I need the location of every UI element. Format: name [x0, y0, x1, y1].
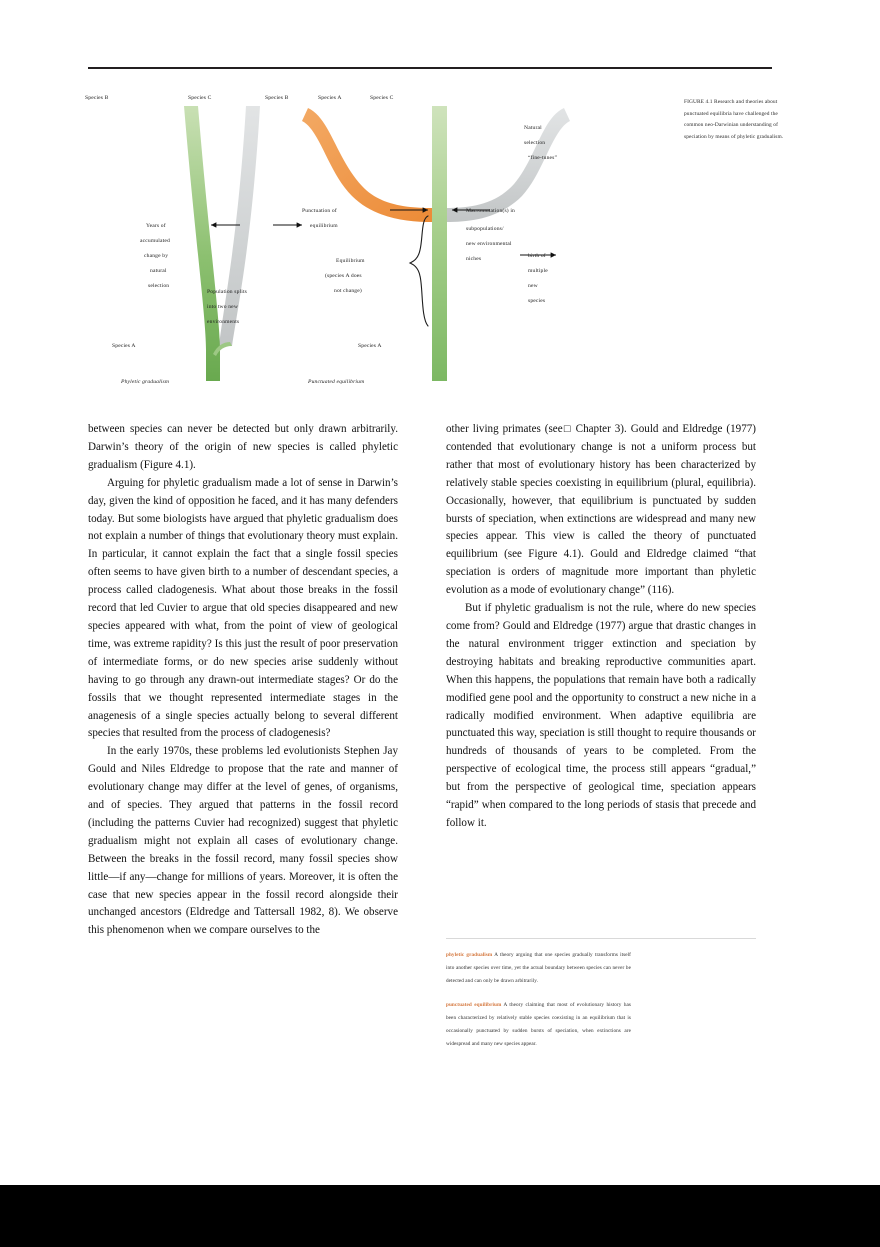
bottom-black-band: [0, 1185, 880, 1247]
figure-caption: FIGURE 4.1 Research and theories about punctuated equilibria have challenged the common neo-Darwinian understanding of speciation by means of phyletic gradualism.: [684, 99, 784, 140]
annotation-years-4: selection: [148, 283, 170, 289]
annotation-natural-selection-1: selection: [524, 140, 546, 146]
annotation-equilibrium-1: (species A does: [325, 273, 362, 279]
glossary-box: [446, 938, 756, 1057]
paragraph: Arguing for phyletic gradualism made a lot of sense in Darwin’s day, given the kind of opposition he faced, and it has many defenders today. But some biologists have argued that phyletic gradualism does not explain a number of things that evolutionary theory must explain. In particular, it cannot explain the fact that a single fossil species often seems to have given birth to a number of descendant species, a process called cladogenesis. What about those breaks in the fossil record that led Cuvier to argue that old species disappeared and new species appeared with what, from the point of view of geological time, was extreme rapidity? Is this just the result of poor preservation of intermediate forms, or do new species arise suddenly without having to go through any drawn-out intermediate stages? Or do the fossils that we thought represented intermediate stages in the anagenesis of a single species actually belong to several different species that resulted from the process of cladogenesis?: [88, 476, 398, 740]
label-species-c-right: Species C: [370, 95, 394, 101]
glossary-definition: A theory arguing that one species gradually transforms itself into another species over time, yet the actual boundary between species can never be detected and can only be drawn arbitrarily.: [446, 952, 631, 985]
glossary-definition: A theory claiming that most of evolutionary history has been characterized by relatively stable species coexisting in an equilibrium that is occasionally punctuated by sudden bursts of speciation, when extinctions are widespread and many new species appear.: [446, 1001, 631, 1048]
annotation-years-3: natural: [150, 268, 167, 274]
body-column-right: [446, 421, 756, 833]
annotation-split-2: environments: [207, 319, 240, 325]
annotation-years-1: accumulated: [140, 238, 170, 244]
paragraph: But if phyletic gradualism is not the rule, where do new species come from? Gould and Eldredge (1977) argue that drastic changes in the natural environment trigger extinction and speciation by destroying habitats and breaking reproductive communities apart. When this happens, the populations that remain have both a radically modified gene pool and the opportunity to construct a new niche in a radically modified environment. When adaptive equilibria are punctuated this way, speciation is still thought to require thousands or hundreds of thousands of years to be completed. From the perspective of ecological time, the process still appears “gradual,” but from the perspective of geological time, speciation appears “rapid” when compared to the long periods of stasis that precede and follow it.: [446, 602, 756, 829]
annotation-years-0: Years of: [146, 223, 166, 229]
glossary-divider: [446, 938, 756, 939]
species-a-trunk-vertical: [432, 106, 447, 381]
annotation-punctuation-0: Punctuation of: [302, 208, 337, 214]
paragraph: between species can never be detected but only drawn arbitrarily. Darwin’s theory of the origin of new species is called phyletic gradualism (Figure 4.1).: [88, 423, 398, 471]
paragraph: In the early 1970s, these problems led evolutionists Stephen Jay Gould and Niles Eldredge to propose that the rate and manner of evolutionary change may differ at the level of genes, of organisms, and of species. They argued that patterns in the fossil record (including the patterns Cuvier had recognized) suggest that phyletic gradualism might not explain all cases of evolutionary change. Between the breaks in the fossil record, many fossil species show little—if any—change for millions of years. Moreover, it is often the case that new species appear in the fossil record alongside their unchanged ancestors (Eldredge and Tattersall 1982, 8). We observe this phenomenon when we compare ourselves to the: [88, 745, 398, 937]
annotation-macromutation-3: niches: [466, 256, 482, 262]
annotation-birth-0: birth of: [528, 253, 546, 259]
label-phyletic-gradualism-title: Phyletic gradualism: [121, 379, 170, 385]
glossary-entry: [446, 949, 631, 989]
glossary-term: punctuated equilibrium: [446, 1001, 502, 1008]
annotation-birth-2: new: [528, 283, 538, 289]
annotation-punctuation-1: equilibrium: [310, 223, 338, 229]
annotation-equilibrium-0: Equilibrium: [336, 258, 365, 264]
left-panel-phyletic-gradualism: [184, 106, 302, 381]
annotation-macromutation-0: Macromutation(s) in: [466, 208, 515, 214]
paragraph: other living primates (see□ Chapter 3). Gould and Eldredge (1977) contended that evolutionary change is not a uniform process but rather that most of evolutionary history has been characterized by relatively stable species coexisting in equilibrium (plural, equilibria). Occasionally, however, that equilibrium is punctuated by sudden bursts of speciation, when extinctions are widespread and many new species appear. This view is called the theory of punctuated equilibrium (see Figure 4.1). Gould and Eldredge claimed “that speciation is orders of magnitude more important than phyletic evolution as a mode of evolutionary change” (116).: [446, 423, 756, 597]
label-species-a-bottom: Species A: [358, 343, 382, 349]
glossary-term: phyletic gradualism: [446, 952, 493, 958]
equilibrium-brace: [410, 216, 428, 326]
species-a-trunk-green: [184, 106, 220, 381]
figure-4-1: [80, 88, 792, 391]
label-species-c-left: Species C: [188, 95, 212, 101]
glossary-entry: [446, 999, 631, 1052]
annotation-birth-1: multiple: [528, 268, 548, 274]
annotation-macromutation-2: new environmental: [466, 241, 512, 247]
annotation-macromutation-1: subpopulations/: [466, 226, 504, 232]
header-rule: [88, 67, 772, 69]
annotation-split-1: into two new: [207, 304, 239, 310]
label-species-a-top: Species A: [318, 95, 342, 101]
annotation-natural-selection-2: “fine-tunes”: [528, 155, 558, 161]
annotation-equilibrium-2: not change): [334, 288, 362, 294]
label-species-a-left: Species A: [112, 343, 136, 349]
label-species-b-right: Species B: [265, 95, 289, 101]
label-species-b-left: Species B: [85, 95, 109, 101]
annotation-birth-3: species: [528, 298, 546, 304]
annotation-natural-selection-0: Natural: [524, 125, 542, 131]
label-punctuated-equilibrium-title: Punctuated equilibrium: [308, 379, 365, 385]
annotation-years-2: change by: [144, 253, 169, 259]
annotation-split-0: Population splits: [207, 289, 248, 295]
body-column-left: [88, 421, 398, 940]
